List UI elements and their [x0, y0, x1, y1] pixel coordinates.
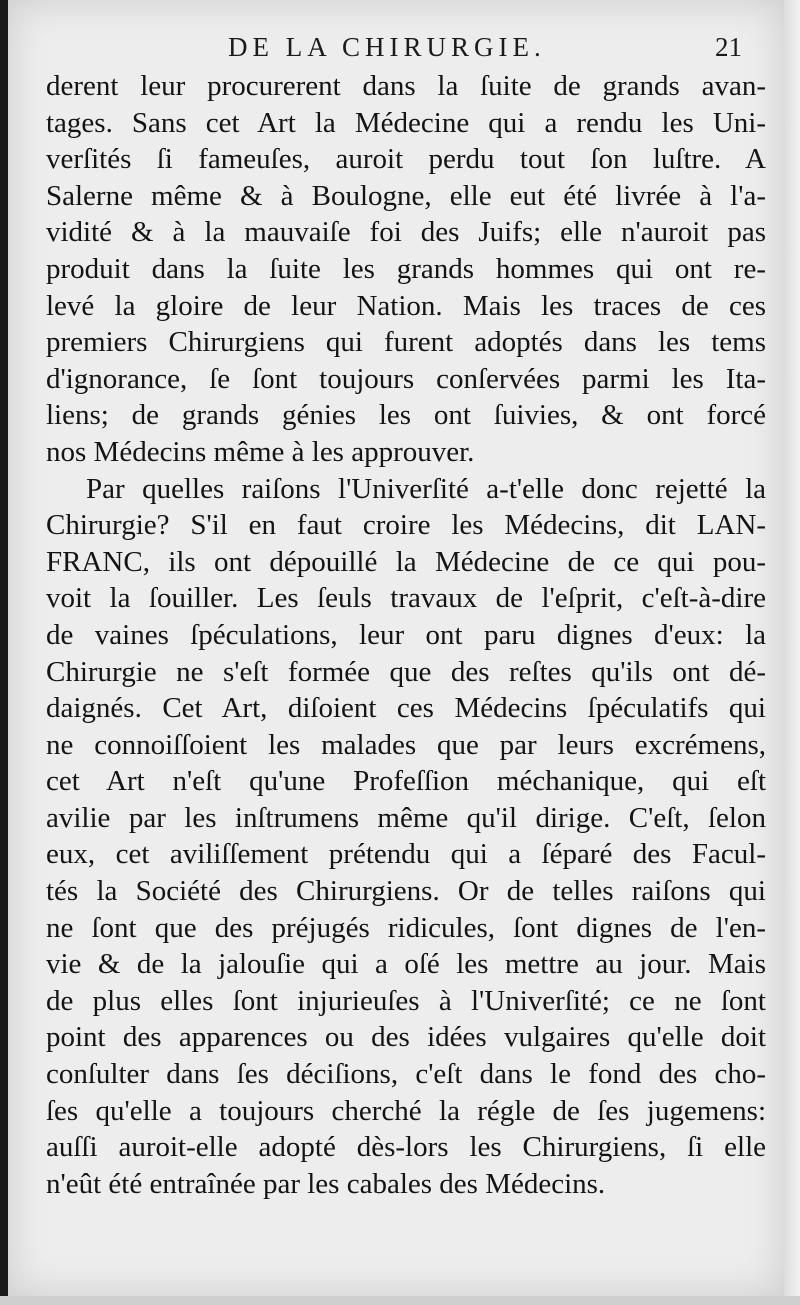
text-line: Salerne même & à Boulogne, elle eut été livrée à l'a- [46, 179, 766, 212]
text-line: point des apparences ou des idées vulgaires qu'elle doit [46, 1021, 766, 1054]
text-line: Par quelles raiſons l'Univerſité a-t'elle donc rejetté la [86, 472, 766, 505]
text-line: Chirurgie ne s'eſt formée que des reſtes qu'ils ont dé- [46, 655, 766, 688]
text-line: avilie par les inſtrumens même qu'il dirige. C'eſt, ſelon [46, 801, 766, 834]
text-line: verſités ſi fameuſes, auroit perdu tout ſon luſtre. A [46, 143, 766, 176]
running-title: DE LA CHIRURGIE. [228, 32, 546, 62]
text-line: eux, cet aviliſſement prétendu qui a ſéparé des Facul- [46, 838, 766, 871]
text-line: premiers Chirurgiens qui furent adoptés dans les tems [46, 326, 766, 359]
text-line: de vaines ſpéculations, leur ont paru dignes d'eux: la [46, 618, 766, 651]
text-line: d'ignorance, ſe ſont toujours conſervées parmi les Ita- [46, 362, 766, 395]
page-number: 21 [715, 32, 742, 62]
page-edge-bottom [0, 1296, 800, 1305]
text-line: daignés. Cet Art, diſoient ces Médecins ſpéculatifs qui [46, 692, 766, 725]
text-line: ne ſont que des préjugés ridicules, ſont dignes de l'en- [46, 911, 766, 944]
text-line: produit dans la ſuite les grands hommes qui ont re- [46, 252, 766, 285]
text-line: n'eût été entraînée par les cabales des Médecins. [46, 1167, 606, 1200]
text-line: nos Médecins même à les approuver. [46, 435, 475, 468]
text-line: tages. Sans cet Art la Médecine qui a rendu les Uni- [46, 106, 766, 139]
text-line: ſes qu'elle a toujours cherché la régle de ſes jugemens: [46, 1094, 766, 1127]
text-line: levé la gloire de leur Nation. Mais les traces de ces [46, 289, 766, 322]
text-line: FRANC, ils ont dépouillé la Médecine de ce qui pou- [46, 545, 766, 578]
text-line: derent leur procurerent dans la ſuite de grands avan- [46, 70, 766, 102]
text-line: Chirurgie? S'il en faut croire les Médecins, dit LAN- [46, 509, 766, 542]
text-line: liens; de grands génies les ont ſuivies, & ont forcé [46, 399, 766, 432]
text-line: tés la Société des Chirurgiens. Or de telles raiſons qui [46, 875, 766, 908]
body-text [46, 68, 766, 1202]
text-line: vidité & à la mauvaiſe foi des Juifs; elle n'auroit pas [46, 216, 766, 249]
text-line: ne connoiſſoient les malades que par leurs excrémens, [46, 728, 766, 761]
text-line: cet Art n'eſt qu'une Profeſſion méchanique, qui eſt [46, 765, 766, 798]
text-line: auſſi auroit-elle adopté dès-lors les Chirurgiens, ſi elle [46, 1131, 766, 1164]
page-edge-right [784, 0, 800, 1305]
book-page [8, 0, 784, 1296]
text-line: conſulter dans ſes déciſions, c'eſt dans le fond des cho- [46, 1058, 766, 1091]
text-line: voit la ſouiller. Les ſeuls travaux de l'eſprit, c'eſt-à-dire [46, 582, 766, 615]
text-line: vie & de la jalouſie qui a oſé les mettre au jour. Mais [46, 948, 766, 981]
running-head [8, 32, 784, 68]
text-line: de plus elles ſont injurieuſes à l'Univerſité; ce ne ſont [46, 984, 766, 1017]
